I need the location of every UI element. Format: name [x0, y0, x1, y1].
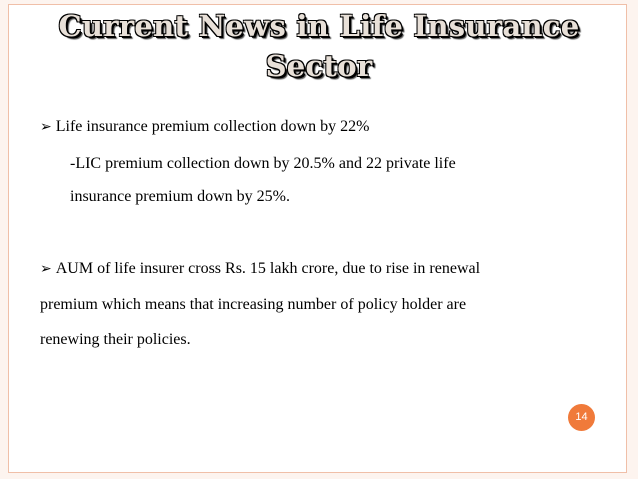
bullet-2	[40, 260, 480, 278]
bullet-1	[40, 118, 369, 136]
page-number-badge: 14	[568, 404, 595, 431]
sub-bullet-1-line-1: -LIC premium collection down by 20.5% and 22 private life	[70, 155, 456, 172]
bullet-2-line-3: renewing their policies.	[40, 331, 191, 348]
sub-bullet-1-line-2: insurance premium down by 25%.	[70, 188, 290, 205]
bullet-2-text: AUM of life insurer cross Rs. 15 lakh crore, due to rise in renewal	[55, 260, 481, 277]
bullet-2-line-2: premium which means that increasing number of policy holder are	[40, 296, 467, 313]
arrow-bullet-icon: ➢	[40, 120, 52, 135]
title-line-1: Current News in Life Insurance	[58, 9, 580, 43]
arrow-bullet-icon: ➢	[40, 262, 52, 277]
title-line-2: Sector	[265, 49, 373, 83]
bullet-1-text: Life insurance premium collection down by 22%	[55, 118, 370, 135]
